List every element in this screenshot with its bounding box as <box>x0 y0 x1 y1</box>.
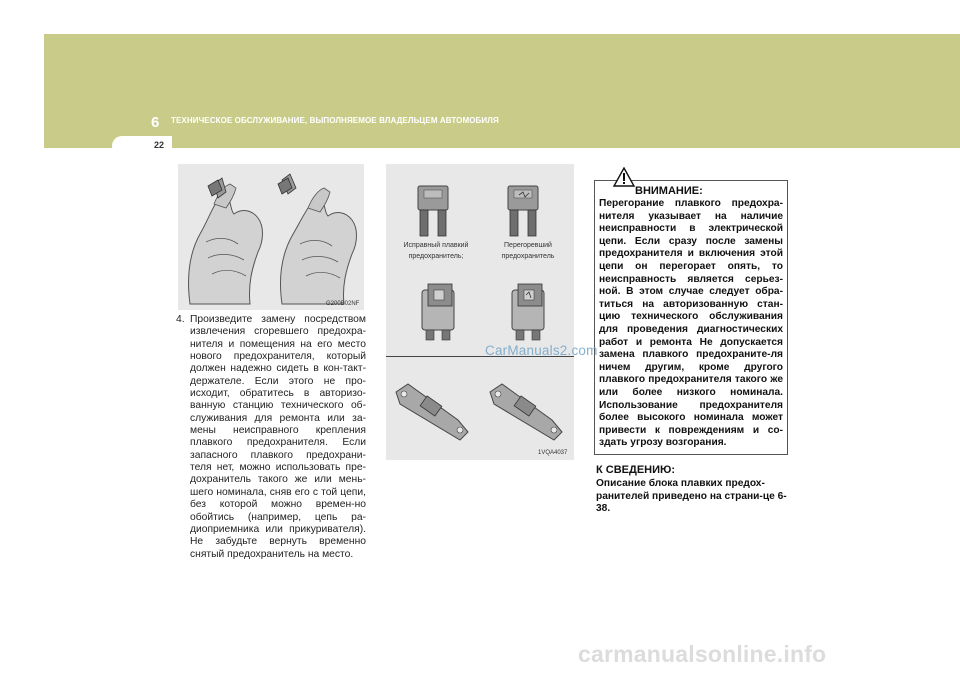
figure-code: G200B02NF <box>326 301 360 307</box>
step-number: 4. <box>176 314 185 325</box>
chapter-number: 6 <box>151 114 160 131</box>
note-title: К СВЕДЕНИЮ: <box>596 464 676 476</box>
warning-triangle-icon <box>613 167 635 187</box>
step-body-text: Произведите замену посредством извлечения сгоревшего предохра-нителя и помещения на его место нового предохранителя, который должен надежно сидеть в кон-такт-держателе. Если этого не про-исходит, обратитесь в авторизо-ванную станцию технического об-служивания для ремонта или за-мены неисправного крепления плавкого предохранителя. Если запасного плавкого предохрани-теля нет, можно использовать пре-дохранитель такого же или мень-шего номинала, сняв его с той цепи, без которой можно времен-но обойтись (например, цепь ра-диоприемника или прикуривателя). Не забудьте вернуть временно снятый предохранитель на место. <box>190 314 366 560</box>
chapter-title: ТЕХНИЧЕСКОЕ ОБСЛУЖИВАНИЕ, ВЫПОЛНЯЕМОЕ ВЛАДЕЛЬЦЕМ АВТОМОБИЛЯ <box>171 116 499 125</box>
header-band <box>44 34 960 148</box>
warning-title: ВНИМАНИЕ: <box>635 185 703 197</box>
step-4-paragraph <box>176 314 366 561</box>
note-text: Описание блока плавких предох-ранителей приведено на страни-це 6-38. <box>596 478 787 514</box>
fuse-types-image <box>386 164 574 460</box>
blown-fuse-label: Перегоревший предохранитель <box>501 242 555 260</box>
warning-text: Перегорание плавкого предохра-нителя указывает на наличие неисправности в электрической цепи. Если сразу после замены предохранителя и включения этой цепи он перегорает опять, то неисправность является серьез-ной. В этом случае следует обра-титься на авторизованную стан-цию технического обслуживания для проведения диагностических работ и ремонта Не допускается замена плавкого предохраните-ля ничем другим, кроме другого плавкого предохранителя такого же или более низкого номинала. Использование предохранителя более высокого номинала может привести к повреждениям и со-здать угрозу возгорания. <box>599 198 783 449</box>
warning-box <box>594 180 788 455</box>
fuse-comparison-illustration <box>386 164 574 460</box>
good-fuse-label: Исправный плавкий предохранитель; <box>403 242 469 260</box>
figure-code: 1VQA4037 <box>538 450 568 456</box>
watermark-carmanualsonline: carmanualsonline.info <box>578 641 827 667</box>
watermark-carmanuals2: CarManuals2.com <box>485 343 598 358</box>
page-number: 22 <box>154 140 165 150</box>
hands-pulling-fuse-image <box>178 164 364 310</box>
fuse-removal-illustration <box>178 164 364 310</box>
